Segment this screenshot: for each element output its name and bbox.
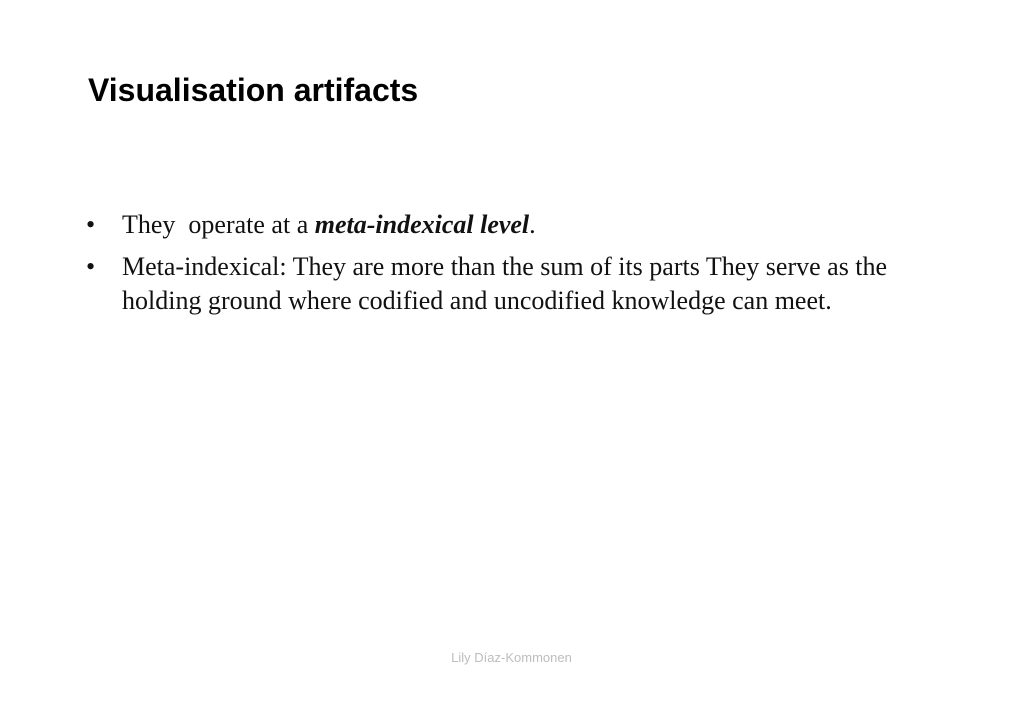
bullet-emphasis: meta-indexical level: [314, 210, 530, 239]
bullet-icon: •: [86, 210, 96, 239]
bullet-list: [86, 208, 906, 326]
footer-author: Lily Díaz-Kommonen: [451, 650, 572, 665]
bullet-text-suffix: .: [529, 210, 536, 239]
bullet-icon: •: [86, 252, 96, 281]
bullet-item: [86, 208, 906, 242]
bullet-item: [86, 250, 906, 318]
slide-title: Visualisation artifacts: [88, 72, 419, 108]
bullet-text: Meta-indexical: They are more than the sum of its parts They serve as the holding ground where codified and uncodified knowledge can meet.: [122, 252, 888, 315]
bullet-text-prefix: They operate at a: [122, 210, 315, 239]
